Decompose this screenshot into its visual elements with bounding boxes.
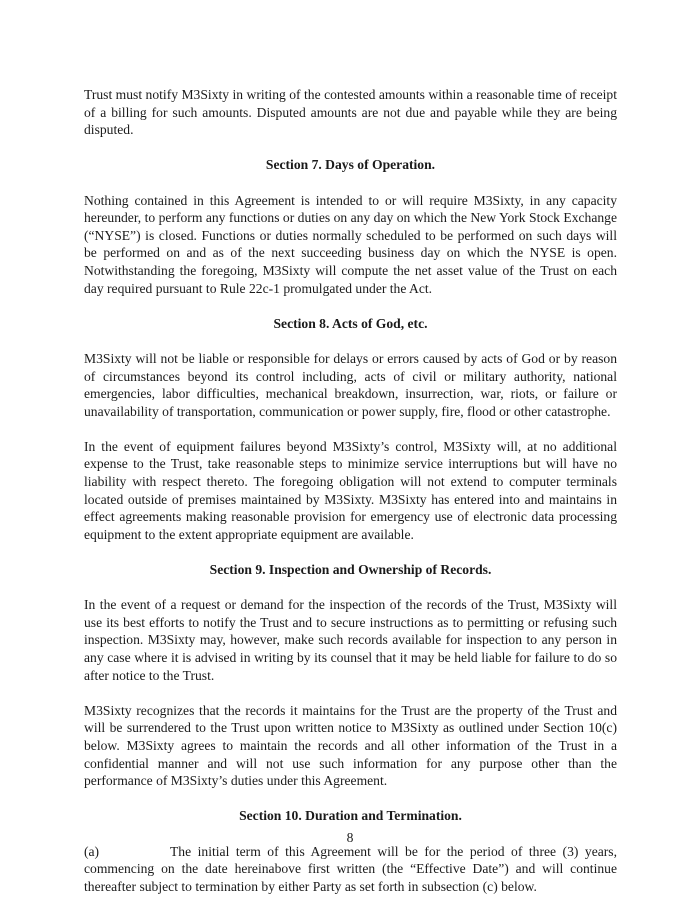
section-8-paragraph-1: M3Sixty will not be liable or responsible for delays or errors caused by acts of God or by reason of circumstances beyond its control including, acts of civil or military authority, national emergencies, labor difficulties, mechanical breakdown, insurrection, war, riots, or failure or unavailability of transportation, communication or power supply, fire, flood or other catastrophe. [84, 350, 617, 419]
section-8-heading: Section 8. Acts of God, etc. [273, 315, 428, 331]
document-page [84, 86, 617, 895]
section-10-heading: Section 10. Duration and Termination. [239, 808, 462, 824]
section-9-paragraph-2: M3Sixty recognizes that the records it maintains for the Trust are the property of the Trust and will be surrendered to the Trust upon written notice to M3Sixty as outlined under Section 10(c) below. M3Sixty agrees to maintain the records and all other information of the Trust in a confidential manner and will not use such information for any purpose other than the performance of M3Sixty’s duties under this Agreement. [84, 702, 617, 789]
section-7-heading: Section 7. Days of Operation. [265, 157, 436, 173]
continued-paragraph: Trust must notify M3Sixty in writing of the contested amounts within a reasonable time of receipt of a billing for such amounts. Disputed amounts are not due and payable while they are being disputed. [84, 87, 617, 138]
section-8-paragraph-2: In the event of equipment failures beyond M3Sixty’s control, M3Sixty will, at no additional expense to the Trust, take reasonable steps to minimize service interruptions but will have no liability with respect thereto. The foregoing obligation will not extend to computer terminals located outside of premises maintained by M3Sixty. M3Sixty has entered into and maintains in effect agreements making reasonable provision for emergency use of electronic data processing equipment to the extent appropriate equipment are available. [84, 438, 617, 542]
section-9-heading: Section 9. Inspection and Ownership of Records. [209, 562, 492, 578]
subsection-a-first-text: The initial term of this Agreement will be for the period of three (3) years, [170, 843, 617, 859]
section-10-subsection-a [84, 843, 617, 896]
subsection-a-rest: commencing on the date hereinabove first written (the “Effective Date”) and will continue thereafter subject to termination by either Party as set forth in subsection (c) below. [84, 861, 617, 894]
subsection-a-label: (a) [84, 843, 100, 859]
section-9-paragraph-1: In the event of a request or demand for the inspection of the records of the Trust, M3Sixty will use its best efforts to notify the Trust and to secure instructions as to permitting or refusing such inspection. M3Sixty may, however, make such records available for inspection to any person in any case where it is advised in writing by its counsel that it may be held liable for failure to do so after notice to the Trust. [84, 597, 617, 683]
section-7-paragraph: Nothing contained in this Agreement is intended to or will require M3Sixty, in any capacity hereunder, to perform any functions or duties on any day on which the New York Stock Exchange (“NYSE”) is closed. Functions or duties normally scheduled to be performed on such days will be performed on and as of the next succeeding business day on which the NYSE is open. Notwithstanding the foregoing, M3Sixty will compute the net asset value of the Trust on each day required pursuant to Rule 22c-1 promulgated under the Act. [84, 192, 617, 296]
page-number: 8 [346, 830, 354, 845]
